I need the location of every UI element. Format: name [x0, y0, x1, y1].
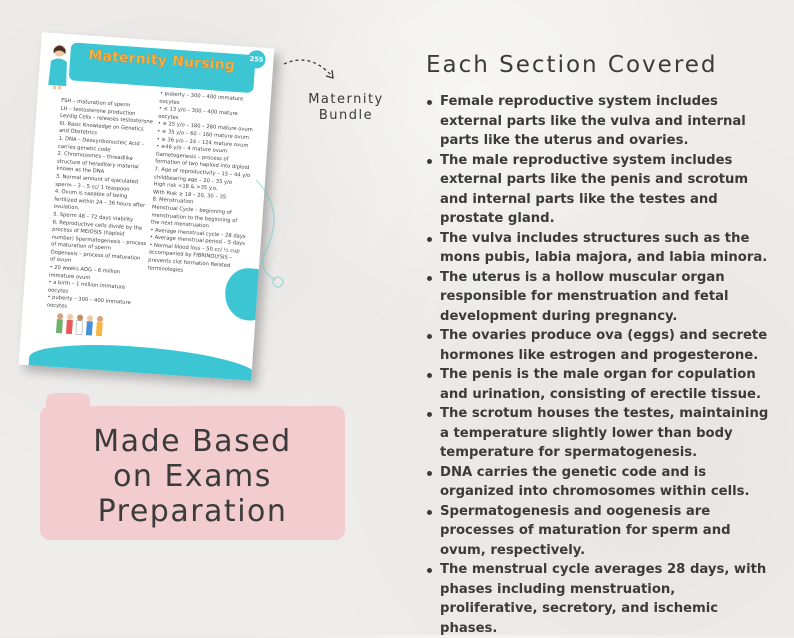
bullet-text: The menstrual cycle averages 28 days, with phases including menstruation, proliferative, secretory, and ischemic phases. — [440, 562, 767, 636]
bullet-list — [426, 92, 771, 638]
bullet-icon — [427, 412, 432, 417]
bullet-item — [426, 268, 771, 327]
bullet-icon — [427, 568, 432, 573]
promo-box — [36, 393, 348, 541]
preview-title: Maternity Nursing — [87, 47, 236, 74]
bullet-text: Female reproductive system includes external parts like the vulva and internal parts like the uterus and ovaries. — [440, 94, 746, 148]
bullet-item — [426, 365, 771, 404]
bullet-item — [426, 326, 771, 365]
bullet-icon — [427, 237, 432, 242]
document-preview — [19, 32, 275, 380]
promo-line-2: on Exams — [113, 459, 272, 494]
bullet-text: The ovaries produce ova (eggs) and secrete hormones like estrogen and progesterone. — [440, 328, 768, 363]
bullet-icon — [427, 276, 432, 281]
promo-line-1: Made Based — [93, 424, 292, 459]
bullet-item — [426, 92, 771, 151]
bundle-label-line-1: Maternity — [308, 92, 384, 107]
bullet-text: Spermatogenesis and oogenesis are processes of maturation for sperm and ovum, respectively. — [440, 503, 731, 558]
curved-arrow-icon — [280, 56, 350, 96]
bullet-item — [426, 502, 771, 561]
bullet-text: The uterus is a hollow muscular organ responsible for menstruation and fetal development during pregnancy. — [440, 269, 729, 324]
section-title: Each Section Covered — [426, 52, 718, 78]
medical-staff-illustration-icon — [52, 311, 114, 345]
nurse-illustration-icon — [44, 41, 73, 91]
bundle-label-line-2: Bundle — [318, 108, 374, 123]
bullet-icon — [427, 334, 432, 339]
bullet-item — [426, 463, 771, 502]
bullet-text: The male reproductive system includes external parts like the penis and scrotum and internal parts like the testes and prostate gland. — [440, 152, 749, 226]
bullet-item — [426, 229, 771, 268]
bundle-label — [300, 92, 392, 124]
bullet-item — [426, 404, 771, 463]
bullet-text: The vulva includes structures such as the mons pubis, labia majora, and labia minora. — [440, 230, 768, 265]
preview-text-column-2: • puberty – 300 – 400 immature oocytes • ≤ 13 y/o – 300 – 400 mature oocytes • ≥ 25 y/o – 180 – 280 mature ovum • ≥ 35 y/o – 60 – 160 mature ovum • ≥ 36 y/o – 24 – 124 mature ovum • ≥46 y/o – 4 mature ovum Gametogenesis – process of formation of two haploid into diploid 7. Age of reproductivity – 15 – 44 y/o childbearing age – 20 – 35 y/o High risk <18 & >35 y.o. With Risk ≥ 18 – 20, 30 – 35 8. Menstruation Menstrual Cycle – beginning of menstruation to the beginning of the next menstruation • Average menstrual cycle – 28 days • Average menstrual period – 5 days • Normal blood loss – 50 cc/ ½ cup accompanied by FIBRINOLYSIS – prevents clot formation Related terminologies — [147, 90, 253, 274]
stethoscope-icon — [246, 170, 296, 290]
bullet-text: The scrotum houses the testes, maintaining a temperature slightly lower than body temperature for spermatogenesis. — [440, 406, 769, 460]
bullet-text: DNA carries the genetic code and is organized into chromosomes within cells. — [440, 464, 750, 499]
decorative-wave — [28, 339, 260, 380]
bullet-icon — [427, 159, 432, 164]
bullet-icon — [427, 510, 432, 515]
bullet-icon — [427, 373, 432, 378]
promo-box-text — [40, 424, 345, 529]
preview-page-number: 255 — [247, 50, 266, 69]
bullet-text: The penis is the male organ for copulation and urination, consisting of erectile tissue. — [440, 367, 761, 402]
bullet-item — [426, 151, 771, 229]
promo-line-3: Preparation — [97, 494, 288, 529]
preview-text-column-1: FSH – maturation of sperm LH – testosterone production Leydig Cells – releases testosterone III. Basic Knowledge on Genetics and Obstetrics 1. DNA – Deoxyribonucleic Acid – carries genetic code 2. Chromosomes – threadlike structure of hereditary material known as the DNA 3. Normal amount of ejaculated sperm – 3 – 5 cc/ 1 teaspoon 4. Ovum is capable of being fertilized within 24 – 36 hours after ovulation. 5. Sperm 48 – 72 days viability 6. Reproductive cells divide by the process of MEIOSIS (haploid number) Spermatogenesis – process of maturation of sperm Oogenesis – process of maturation of ovum • 20 weeks AOG – 6 million immature ovum • a birth – 1 million immature oocytes • puberty – 300 – 400 immature oocytes — [46, 97, 154, 310]
bullet-icon — [427, 471, 432, 476]
bullet-icon — [427, 100, 432, 105]
bullet-item — [426, 560, 771, 638]
